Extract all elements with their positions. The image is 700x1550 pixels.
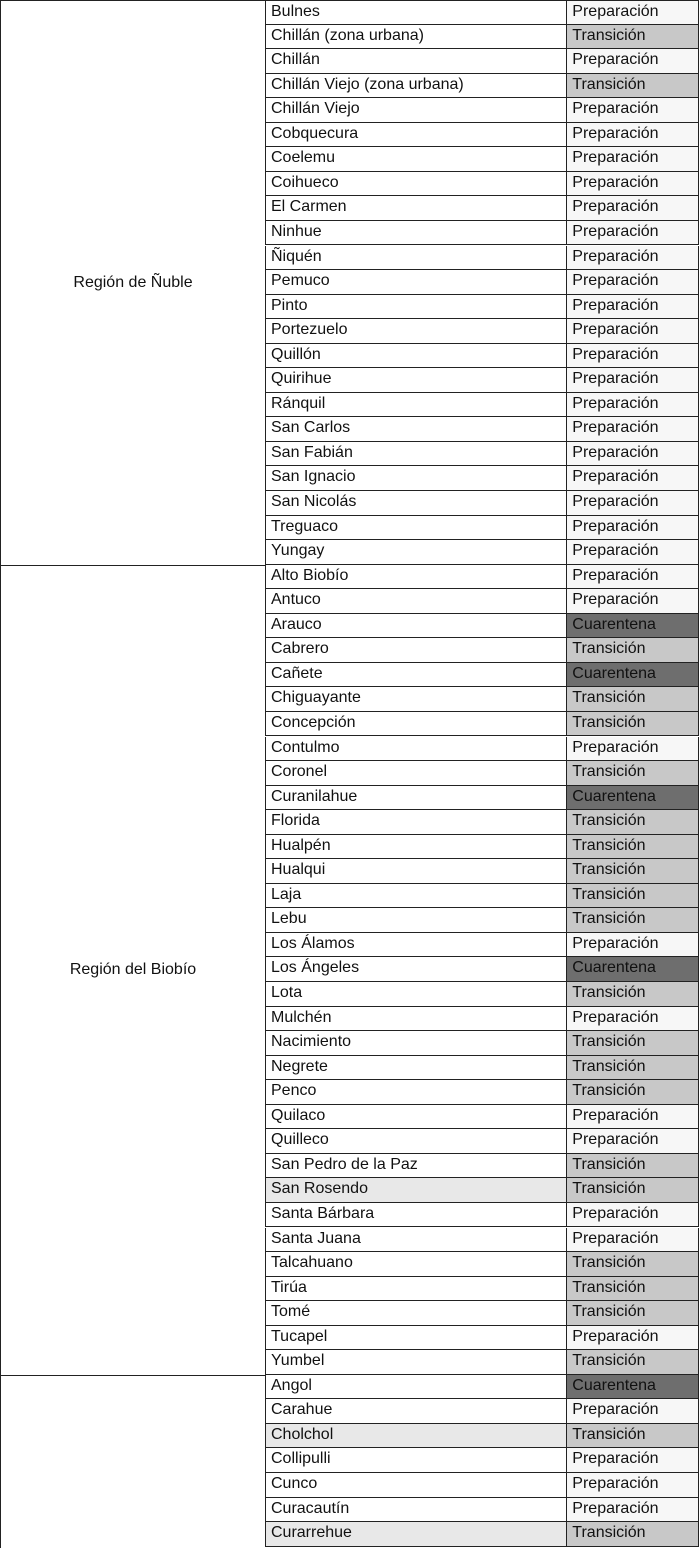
phase-cell: Transición [566, 25, 699, 50]
phase-cell: Transición [566, 835, 699, 860]
commune-cell: Collipulli [265, 1448, 566, 1473]
phase-cell: Cuarentena [566, 786, 699, 811]
phase-cell: Transición [566, 908, 699, 933]
commune-cell: Cholchol [265, 1424, 566, 1449]
phase-cell: Cuarentena [566, 663, 699, 688]
table-row [265, 957, 699, 982]
commune-cell: Tirúa [265, 1277, 566, 1302]
phase-cell: Preparación [566, 49, 699, 74]
table-row [265, 25, 699, 50]
table-row [265, 761, 699, 786]
table-row [265, 319, 699, 344]
commune-cell: Curacautín [265, 1498, 566, 1523]
phase-cell: Cuarentena [566, 957, 699, 982]
commune-cell: San Nicolás [265, 491, 566, 516]
table-row [265, 1080, 699, 1105]
phase-cell: Transición [566, 1080, 699, 1105]
commune-cell: Chillán (zona urbana) [265, 25, 566, 50]
phase-cell: Transición [566, 687, 699, 712]
commune-cell: Ninhue [265, 221, 566, 246]
commune-cell: Yungay [265, 540, 566, 565]
commune-cell: Cañete [265, 663, 566, 688]
commune-cell: Antuco [265, 589, 566, 614]
table-row [265, 589, 699, 614]
table-row [265, 540, 699, 565]
commune-cell: Hualpén [265, 835, 566, 860]
table-row [265, 1326, 699, 1351]
table-row [265, 1154, 699, 1179]
phase-cell: Preparación [566, 1326, 699, 1351]
commune-cell: San Fabián [265, 442, 566, 467]
table-row [265, 859, 699, 884]
region-cell [0, 1375, 265, 1548]
commune-cell: San Ignacio [265, 466, 566, 491]
phase-cell: Preparación [566, 98, 699, 123]
table-row [265, 147, 699, 172]
commune-cell: Portezuelo [265, 319, 566, 344]
phase-cell: Transición [566, 884, 699, 909]
phase-cell: Transición [566, 1522, 699, 1547]
phase-cell: Preparación [566, 246, 699, 271]
phase-cell: Transición [566, 859, 699, 884]
commune-cell: Laja [265, 884, 566, 909]
phase-cell: Preparación [566, 1203, 699, 1228]
table-row [265, 221, 699, 246]
table-row [265, 1424, 699, 1449]
commune-cell: Quilaco [265, 1105, 566, 1130]
phase-cell: Transición [566, 1154, 699, 1179]
commune-cell: San Carlos [265, 417, 566, 442]
commune-cell: Ñiquén [265, 246, 566, 271]
commune-cell: Los Ángeles [265, 957, 566, 982]
table-row [265, 1498, 699, 1523]
commune-cell: Santa Bárbara [265, 1203, 566, 1228]
phase-cell: Transición [566, 1031, 699, 1056]
table-row [265, 982, 699, 1007]
phase-cell: Preparación [566, 393, 699, 418]
phase-cell: Preparación [566, 466, 699, 491]
table-row [265, 1252, 699, 1277]
phase-cell: Preparación [566, 1399, 699, 1424]
table-row [265, 1473, 699, 1498]
phase-cell: Transición [566, 712, 699, 737]
commune-cell: Angol [265, 1375, 566, 1400]
table-row [265, 0, 699, 25]
commune-cell: Florida [265, 810, 566, 835]
commune-cell: Ránquil [265, 393, 566, 418]
commune-cell: Pinto [265, 295, 566, 320]
commune-cell: Chiguayante [265, 687, 566, 712]
phase-cell: Preparación [566, 442, 699, 467]
phase-cell: Preparación [566, 491, 699, 516]
phase-cell: Transición [566, 982, 699, 1007]
commune-cell: Talcahuano [265, 1252, 566, 1277]
table-row [265, 1522, 699, 1547]
table-row [265, 1277, 699, 1302]
phase-cell: Transición [566, 1301, 699, 1326]
table-row [265, 368, 699, 393]
commune-cell: Chillán Viejo (zona urbana) [265, 74, 566, 99]
table-row [265, 663, 699, 688]
table-row [265, 196, 699, 221]
phase-cell: Preparación [566, 417, 699, 442]
phase-cell: Cuarentena [566, 614, 699, 639]
phase-cell: Preparación [566, 0, 699, 25]
phase-cell: Preparación [566, 1473, 699, 1498]
commune-cell: Bulnes [265, 0, 566, 25]
commune-cell: Lota [265, 982, 566, 1007]
table-row [265, 1228, 699, 1253]
commune-cell: Curarrehue [265, 1522, 566, 1547]
phase-cell: Preparación [566, 172, 699, 197]
phase-cell: Preparación [566, 933, 699, 958]
phase-cell: Cuarentena [566, 1375, 699, 1400]
table-row [265, 344, 699, 369]
phase-cell: Preparación [566, 319, 699, 344]
phase-cell: Preparación [566, 1448, 699, 1473]
phase-cell: Transición [566, 638, 699, 663]
table-row [265, 810, 699, 835]
table-row [265, 908, 699, 933]
commune-cell: San Pedro de la Paz [265, 1154, 566, 1179]
commune-cell: Cobquecura [265, 123, 566, 148]
phase-cell: Preparación [566, 344, 699, 369]
commune-cell: Treguaco [265, 516, 566, 541]
phase-cell: Transición [566, 1178, 699, 1203]
commune-cell: Yumbel [265, 1350, 566, 1375]
phase-cell: Preparación [566, 1498, 699, 1523]
commune-cell: Los Álamos [265, 933, 566, 958]
commune-cell: Quillón [265, 344, 566, 369]
phase-cell: Preparación [566, 1105, 699, 1130]
table-row [265, 712, 699, 737]
commune-cell: Quirihue [265, 368, 566, 393]
table-row [265, 1301, 699, 1326]
commune-cell: Tomé [265, 1301, 566, 1326]
phase-cell: Preparación [566, 737, 699, 762]
commune-cell: Hualqui [265, 859, 566, 884]
commune-cell: Quilleco [265, 1129, 566, 1154]
phase-cell: Preparación [566, 1007, 699, 1032]
commune-cell: Coronel [265, 761, 566, 786]
table-row [265, 491, 699, 516]
table-row [265, 172, 699, 197]
commune-cell: Lebu [265, 908, 566, 933]
phase-cell: Preparación [566, 221, 699, 246]
table-row [265, 466, 699, 491]
table-row [265, 393, 699, 418]
table-row [265, 1448, 699, 1473]
table-row [265, 123, 699, 148]
phase-cell: Preparación [566, 516, 699, 541]
commune-cell: Mulchén [265, 1007, 566, 1032]
phase-cell: Preparación [566, 1129, 699, 1154]
table-row [265, 638, 699, 663]
commune-cell: Chillán [265, 49, 566, 74]
commune-cell: Contulmo [265, 737, 566, 762]
table-row [265, 417, 699, 442]
phase-cell: Transición [566, 1252, 699, 1277]
table-row [265, 1007, 699, 1032]
table-row [265, 614, 699, 639]
commune-cell: Chillán Viejo [265, 98, 566, 123]
phase-cell: Preparación [566, 196, 699, 221]
table-row [265, 246, 699, 271]
phase-cell: Transición [566, 1424, 699, 1449]
table-row [265, 74, 699, 99]
table-row [265, 270, 699, 295]
phase-cell: Transición [566, 74, 699, 99]
table-row [265, 737, 699, 762]
phase-cell: Preparación [566, 270, 699, 295]
table-row [265, 1105, 699, 1130]
table-row [265, 565, 699, 590]
commune-cell: Cunco [265, 1473, 566, 1498]
phase-cell: Transición [566, 1277, 699, 1302]
commune-cell: Carahue [265, 1399, 566, 1424]
table-row [265, 295, 699, 320]
commune-cell: Coihueco [265, 172, 566, 197]
table-row [265, 687, 699, 712]
table-row [265, 1350, 699, 1375]
phase-cell: Transición [566, 810, 699, 835]
commune-cell: Arauco [265, 614, 566, 639]
commune-cell: Curanilahue [265, 786, 566, 811]
commune-cell: Cabrero [265, 638, 566, 663]
commune-cell: Santa Juana [265, 1228, 566, 1253]
phase-cell: Preparación [566, 368, 699, 393]
commune-cell: Negrete [265, 1056, 566, 1081]
phase-cell: Preparación [566, 1228, 699, 1253]
commune-cell: San Rosendo [265, 1178, 566, 1203]
table-row [265, 933, 699, 958]
table-row [265, 1178, 699, 1203]
region-cell: Región de Ñuble [0, 0, 265, 566]
phase-cell: Preparación [566, 295, 699, 320]
table-row [265, 884, 699, 909]
table-row [265, 786, 699, 811]
commune-cell: El Carmen [265, 196, 566, 221]
table-row [265, 516, 699, 541]
table-row [265, 98, 699, 123]
commune-cell: Coelemu [265, 147, 566, 172]
region-cell: Región del Biobío [0, 565, 265, 1376]
phase-cell: Preparación [566, 565, 699, 590]
phase-cell: Transición [566, 1350, 699, 1375]
table-row [265, 1129, 699, 1154]
commune-cell: Concepción [265, 712, 566, 737]
table-row [265, 1031, 699, 1056]
commune-cell: Pemuco [265, 270, 566, 295]
commune-cell: Tucapel [265, 1326, 566, 1351]
table-row [265, 1203, 699, 1228]
table-row [265, 1056, 699, 1081]
phase-cell: Preparación [566, 147, 699, 172]
commune-cell: Nacimiento [265, 1031, 566, 1056]
phase-cell: Preparación [566, 589, 699, 614]
phase-cell: Preparación [566, 540, 699, 565]
table-row [265, 1399, 699, 1424]
commune-cell: Alto Biobío [265, 565, 566, 590]
phase-cell: Transición [566, 1056, 699, 1081]
table-row [265, 835, 699, 860]
commune-cell: Penco [265, 1080, 566, 1105]
table-row [265, 1375, 699, 1400]
phase-cell: Preparación [566, 123, 699, 148]
table-row [265, 442, 699, 467]
table-row [265, 49, 699, 74]
phase-cell: Transición [566, 761, 699, 786]
